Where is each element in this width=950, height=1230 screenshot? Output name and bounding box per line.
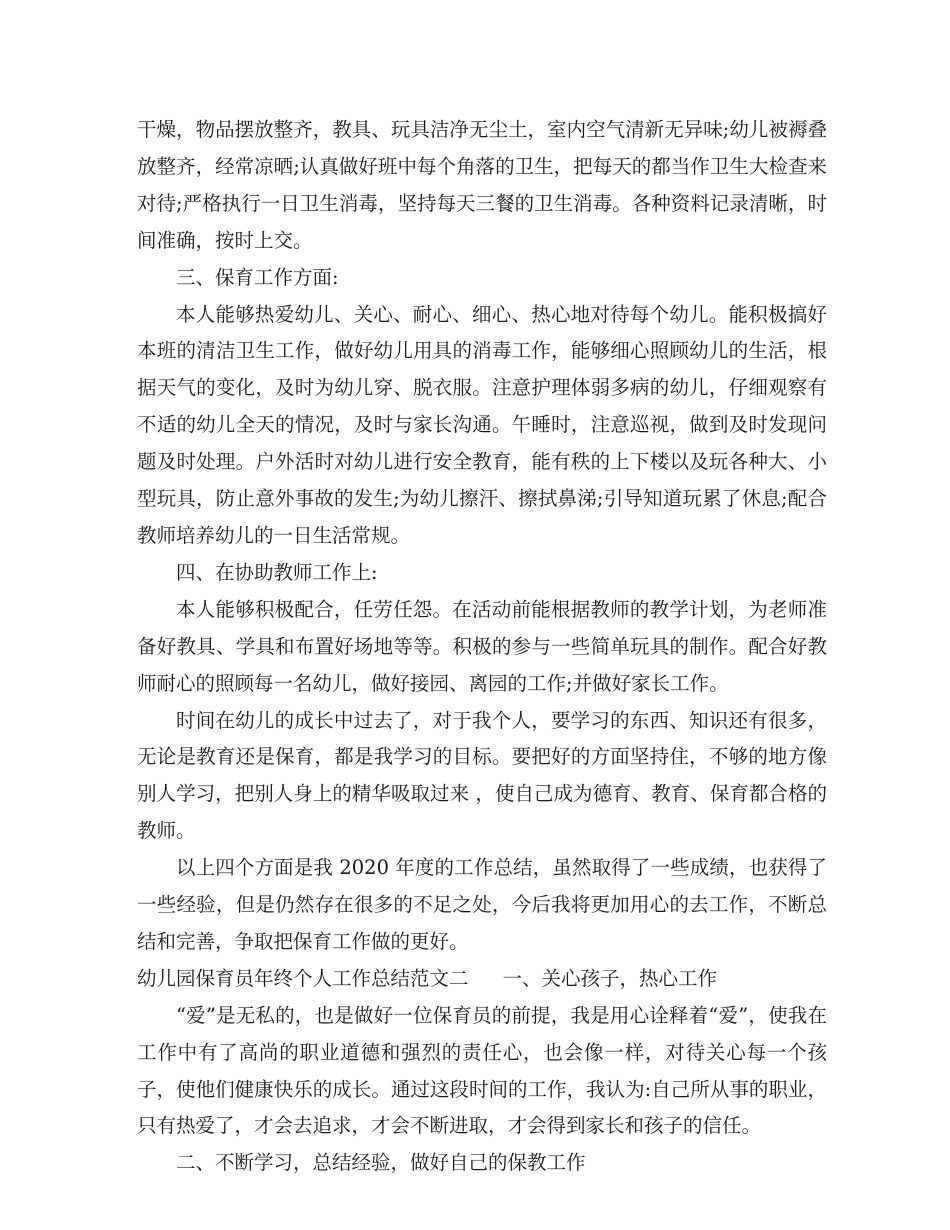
section-heading-childcare: 三、保育工作方面: <box>176 265 339 289</box>
paragraph-assist-teacher: 本人能够积极配合，任劳任怨。在活动前能根据教师的教学计划，为老师准备好教具、学具和布置好场地等等。积极的参与一些简单玩具的制作。配合好教师耐心的照顾每一名幼儿，做好接园、离园的工作;并做好家长工作。 <box>137 597 827 695</box>
title-line <box>137 961 827 998</box>
paragraph-reflection: 时间在幼儿的成长中过去了，对于我个人，要学习的东西、知识还有很多，无论是教育还是保育，都是我学习的目标。要把好的方面坚持住，不够的地方像别人学习，把别人身上的精华吸取过来 ，使自己成为德育、教育、保育都合格的教师。 <box>137 708 827 843</box>
paragraph-childcare: 本人能够热爱幼儿、关心、耐心、细心、热心地对待每个幼儿。能积极搞好本班的清洁卫生工作，做好幼儿用具的消毒工作，能够细心照顾幼儿的生活，根据天气的变化，及时为幼儿穿、脱衣服。注意护理体弱多病的幼儿，仔细观察有不适的幼儿全天的情况，及时与家长沟通。午睡时，注意巡视，做到及时发现问题及时处理。户外活时对幼儿进行安全教育，能有秩的上下楼以及玩各种大、小型玩具，防止意外事故的发生;为幼儿擦汗、擦拭鼻涕;引导知道玩累了休息;配合教师培养幼儿的一日生活常规。 <box>137 302 827 547</box>
paragraph-love: “爱”是无私的，也是做好一位保育员的前提，我是用心诠释着“爱”，使我在工作中有了高尚的职业道德和强烈的责任心，也会像一样，对待关心每一个孩子，使他们健康快乐的成长。通过这段时间的工作，我认为:自己所从事的职业，只有热爱了，才会去追求，才会不断进取，才会得到家长和孩子的信任。 <box>137 1003 827 1138</box>
section-heading-assist-teacher: 四、在协助教师工作上: <box>176 560 378 584</box>
paragraph-summary: 以上四个方面是我 2020 年度的工作总结，虽然取得了一些成绩，也获得了一些经验，但是仍然存在很多的不足之处，今后我将更加用心的去工作，不断总结和完善，争取把保育工作做的更好。 <box>137 856 827 953</box>
section-heading-care: 一、关心孩子，热心工作 <box>502 966 718 990</box>
section-heading-learning: 二、不断学习，总结经验，做好自己的保教工作 <box>176 1151 586 1175</box>
article-title: 幼儿园保育员年终个人工作总结范文二 <box>137 966 469 990</box>
paragraph-hygiene-continued: 干燥，物品摆放整齐，教具、玩具洁净无尘土，室内空气清新无异味;幼儿被褥叠放整齐，经常凉晒;认真做好班中每个角落的卫生，把每天的都当作卫生大检查来对待;严格执行一日卫生消毒，坚持每天三餐的卫生消毒。各种资料记录清晰，时间准确，按时上交。 <box>137 118 827 252</box>
document-body <box>137 112 827 1182</box>
